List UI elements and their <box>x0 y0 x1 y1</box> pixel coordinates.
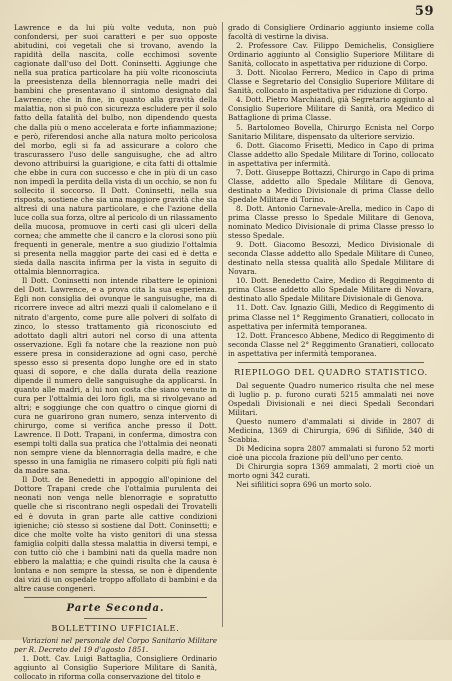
summary-paragraph: Dal seguente Quadro numerico risulta che nel mese di luglio p. p. furono curati 5215 ammalati nei nove Ospedali Divisionali e nei dieci Spedali Secondari Militari. <box>228 380 434 417</box>
section-divider <box>24 597 207 598</box>
bulletin-heading: BOLLETTINO UFFICIALE. <box>51 623 180 633</box>
right-column <box>228 23 434 489</box>
column-divider <box>222 22 223 627</box>
page-number: 59 <box>414 4 434 19</box>
bulletin-subheading: Variazioni nel personale del Corpo Sanitario Militare per R. Decreto del 19 d'agosto 1851. <box>14 636 217 655</box>
right-intro-paragraph: grado di Consigliere Ordinario aggiunto insieme colla facoltà di vestirne la divisa. <box>228 23 434 42</box>
summary-divider <box>238 362 424 363</box>
bulletin-item: 5. Bartolomeo Bovella, Chirurgo Ecnista nel Corpo Sanitario Militare, dispensato da ulteriore servizio. <box>228 122 434 141</box>
bulletin-item: 10. Dott. Benedetto Caire, Medico di Reggimento di prima Classe addetto allo Spedale Militare di Novara, destinato allo Spedale Militare Divisionale di Genova. <box>228 276 434 304</box>
left-column <box>14 23 217 681</box>
left-paragraph-3: Il Dott. de Benedetti in appoggio all'opinione del Dottore Trapani crede che l'ottalmia purulenta dei neonati non venga nelle blenorragie e sopratutto quelle che si riscontrano negli ospedali dei Trovatelli ed è dovuta in gran parte alle cattive condizioni igieniche; ciò stesso si sostiene dal Dott. Coninsetti; e dice che molte volte ha visto genitori di una stessa famiglia colpiti dalla stessa malattia in diversi tempi, e con tutto ciò che i bambini nati da quella madre non ebbero la malattia; e che quindi risulta che la causa è lontana e non sempre la stessa, se non è dipendente dai vizi di un ospedale troppo affollato di bambini e da altre cause congeneri. <box>14 475 217 593</box>
bulletin-item: 2. Professore Cav. Filippo Demichelis, Consigliere Ordinario aggiunto al Consiglio Superiore Militare di Sanità, collocato in aspettativa per riduzione di Corpo. <box>228 41 434 69</box>
bulletin-item: 12. Dott. Francesco Abbene, Medico di Reggimento di seconda Classe nel 2° Reggimento Granatieri, collocato in aspettativa per infermità temporanea. <box>228 330 434 358</box>
bulletin-item: 11. Dott. Cav. Ignazio Gilli, Medico di Reggimento di prima Classe nel 1° Reggimento Granatieri, collocato in aspettativa per infermità temporanea. <box>228 303 434 331</box>
summary-paragraph: Di Chirurgia sopra 1369 ammalati, 2 morti cioè un morto ogni 342 curati. <box>228 462 434 481</box>
section-title: Parte Seconda. <box>66 602 165 614</box>
bulletin-item: 7. Dott. Giuseppe Bottazzi, Chirurgo in Capo di prima Classe, addetto allo Spedale Militare di Genova, destinato a Medico Divisionale di prima Classe dello Spedale Militare di Torino. <box>228 167 434 204</box>
bulletin-item: 9. Dott. Giacomo Besozzi, Medico Divisionale di seconda Classe addetto allo Spedale Militare di Cuneo, destinato nella stessa qualità allo Spedale Militare di Novara. <box>228 240 434 277</box>
left-paragraph-1: Lawrence e da lui più volte veduta, non può confondersi, per suoi caratteri e per suo opposte abitudini, coi vegetali che si trovano, avendo la rapidità della nascita, colle ecchimosi sovente cagionate dall'uso del Dott. Coninsetti. Aggiunge che nella sua pratica particolare ha più volte riconosciuta la preesistenza della blennorragia nelle madri dei bambini che presentavano il sintomo designato dal Lawrence; che in fine, in quanto alla gravità della malattia, non si può con sicurezza escludere per il solo fatto della fatalità del bulbo, non dipendendo questa che dalla più o meno accelerata e forte infiammazione; e però, riferendosi anche alla natura molto pericolosa del morbo, egli si fa ad assicurare a coloro che trascurassero l'uso delle sanguisughe, che ad altro devono attribuirsi la guarigione, e cita fatti di ottalmie che ebbe in cura con successo e che in più di un caso non impedì la perdita della vista di un occhio, se non fu sollecito il soccorso. Il Dott. Coninsetti, nella sua risposta, sostiene che sia una maggiore gravità che sia altresì di una natura particolare, e che l'azione della luce colla sua forza, oltre al pericolo di un rilassamento della mucosa, promuove in certi casi gli ulceri della cornea; che ammette che il cancro e la clorosi sono più frequenti in generale, mentre a suo giudizio l'ottalmia si presenta nella maggior parte dei casi ed è detta e sieda dalla nascita infirma per la vista in seguito di ottalmia blennorragica. <box>14 23 217 277</box>
summary-paragraph: Nei sifilitici sopra 696 un morto solo. <box>236 480 372 490</box>
section-divider-short <box>84 618 147 619</box>
bulletin-item: 8. Dott. Antonio Carnevale-Arella, medico in Capo di prima Classe presso lo Spedale Militare di Genova, nominato Medico Divisionale di prima Classe presso lo stesso Spedale. <box>228 203 434 241</box>
bulletin-item: 3. Dott. Nicolao Ferrero, Medico in Capo di prima Classe e Segretario del Consiglio Superiore Militare di Sanità, collocato in aspettativa per riduzione di Corpo. <box>228 68 434 96</box>
summary-heading: RIEPILOGO DEL QUADRO STATISTICO. <box>234 366 428 377</box>
summary-paragraph: Questo numero d'ammalati si divide in 2807 di Medicina, 1369 di Chirurgia, 696 di Sifilide, 340 di Scabbia. <box>228 416 434 445</box>
bulletin-item: 6. Dott. Giacomo Frisetti, Medico in Capo di prima Classe addetto allo Spedale Militare di Torino, collocato in aspettativa per infermità. <box>228 140 434 168</box>
left-paragraph-2: Il Dott. Coninsetti non intende ribattere le opinioni del Dott. Lawrence, e a prova cita la sua esperienza. Egli non consiglia dei ovunque le sanguisughe, ma di ricorrere invece ad altri mezzi quali il calomelano e il nitrato d'argento, come pure alle polveri di solfato di zinco, lo stesso trattamento già riconosciuto ed adottato dagli altri autori nel corso di una attenta osservazione. Egli fa notare che la reazione non può essere presa in considerazione ad ogni caso, perchè spesso esso si presenta dopo lunghe ore ed in stato quasi di sopore, e che dalla durata della reazione dipende il numero delle sanguisughe da applicarsi. In quanto alle madri, a lui non costa che siano venute in cura per l'ottalmia dei loro figli, ma si rivolgevano ad altri; e soggiunge che con quattro o cinque giorni di cura ne guarirono gran numero, senza intervento di chirurgo, come si verifica anche presso il Dott. Lawrence. Il Dott. Trapani, in conferma, dimostra con esempi tolti dalla sua pratica che l'ottalmia dei neonati non sempre viene da blennorragia della madre, e che spesso in una famiglia ne rimasero colpiti più figli nati da madre sana. <box>14 276 217 476</box>
bulletin-item-1: 1. Dott. Cav. Luigi Battaglia, Consigliere Ordinario aggiunto al Consiglio Superiore Militare di Sanità, collocato in riforma colla conservazione del titolo e <box>14 654 217 681</box>
summary-paragraph: Di Medicina sopra 2807 ammalati si furono 52 morti cioè una piccola frazione più dell'uno per cento. <box>228 444 434 463</box>
bulletin-item: 4. Dott. Pietro Marchiandi, già Segretario aggiunto al Consiglio Superiore Militare di Sanità, ora Medico di Battaglione di prima Classe. <box>228 95 434 123</box>
